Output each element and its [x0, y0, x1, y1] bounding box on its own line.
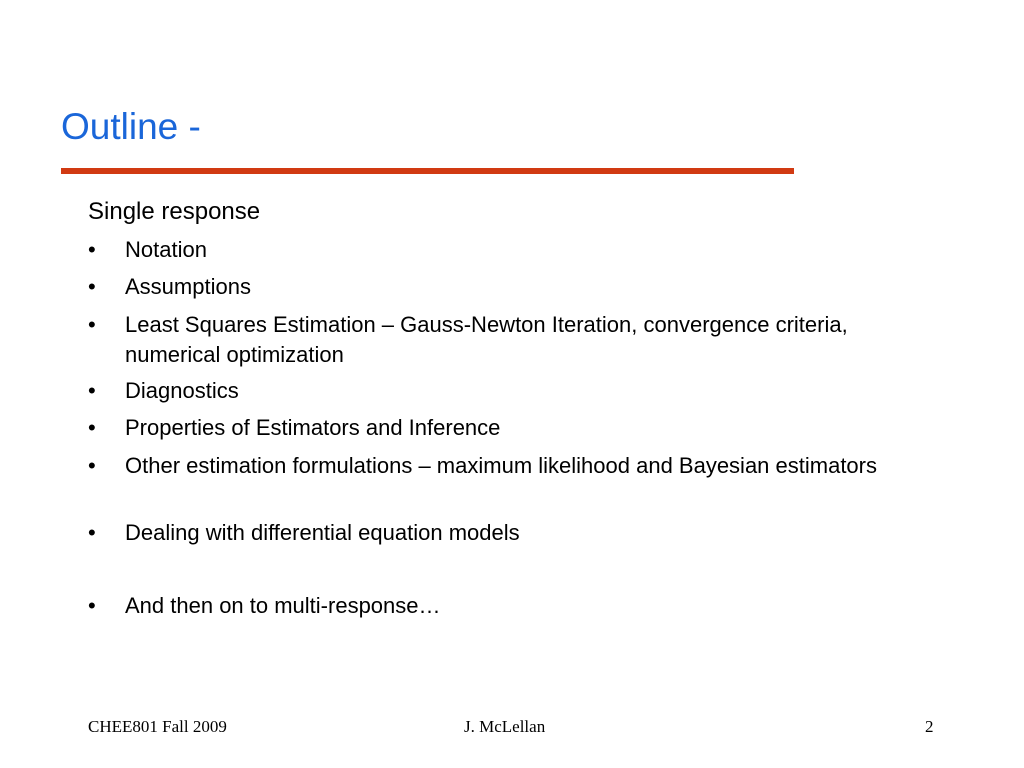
bullet-icon: •: [88, 453, 96, 478]
bullet-icon: •: [88, 415, 96, 440]
bullet-text: Diagnostics: [125, 378, 239, 403]
footer-course: CHEE801 Fall 2009: [88, 717, 227, 736]
bullet-item-properties: [88, 413, 908, 443]
bullet-text: Other estimation formulations – maximum likelihood and Bayesian estimators: [125, 453, 877, 478]
bullet-text: Dealing with differential equation models: [125, 520, 520, 545]
bullet-item-diagnostics: [88, 376, 908, 406]
slide-title: Outline -: [61, 106, 201, 147]
section-subheading: Single response: [88, 198, 261, 225]
bullet-icon: •: [88, 520, 96, 545]
bullet-item-assumptions: [88, 272, 908, 302]
bullet-item-other-estimation: [88, 451, 908, 481]
bullet-text: Least Squares Estimation – Gauss-Newton Iteration, convergence criteria, numerical optimization: [125, 312, 848, 367]
bullet-icon: •: [88, 312, 96, 337]
footer-author: J. McLellan: [464, 717, 546, 736]
bullet-text: Assumptions: [125, 274, 251, 299]
bullet-text: And then on to multi-response…: [125, 593, 441, 618]
bullet-item-notation: [88, 235, 908, 265]
bullet-icon: •: [88, 593, 96, 618]
bullet-item-differential-equations: [88, 518, 908, 548]
bullet-icon: •: [88, 378, 96, 403]
bullet-icon: •: [88, 237, 96, 262]
bullet-item-least-squares: [88, 310, 908, 370]
bullet-text: Properties of Estimators and Inference: [125, 415, 501, 440]
bullet-text: Notation: [125, 237, 207, 262]
footer-page-number: 2: [925, 717, 934, 736]
bullet-icon: •: [88, 274, 96, 299]
bullet-item-multi-response: [88, 591, 908, 621]
